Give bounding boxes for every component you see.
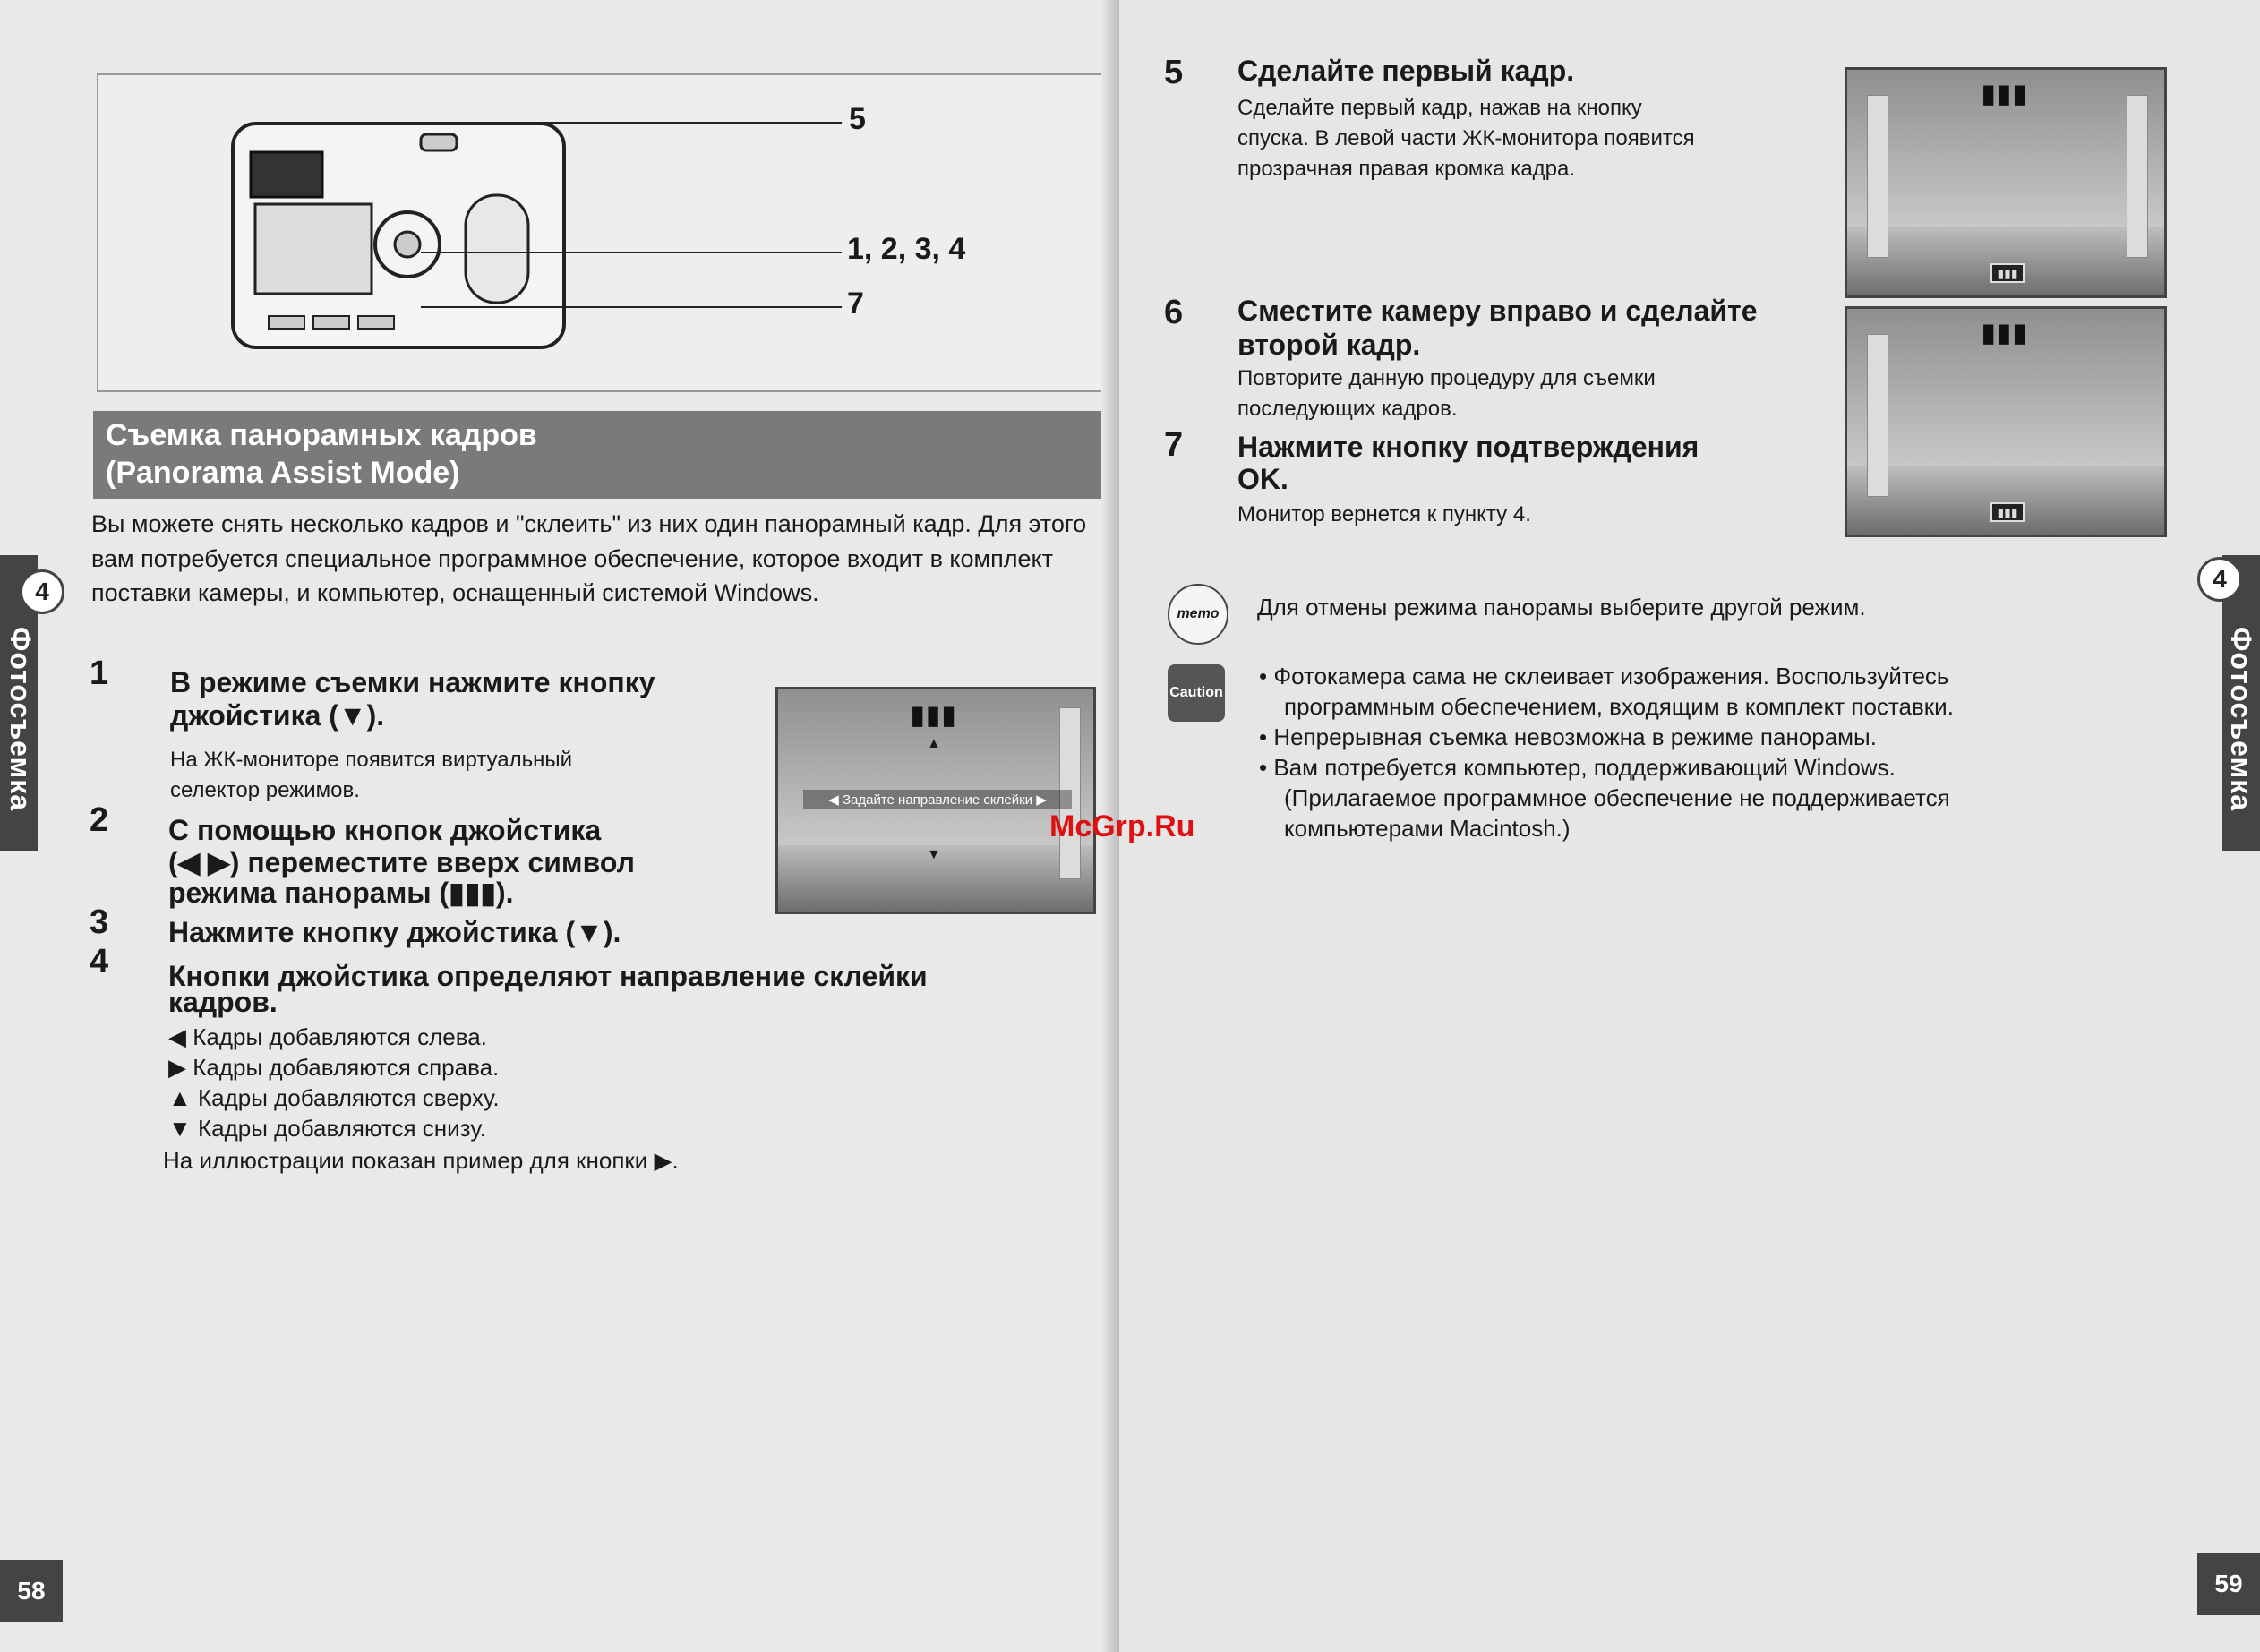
- step-title: (◀ ▶) переместите вверх символ: [168, 846, 635, 878]
- step-title: второй кадр.: [1237, 329, 1421, 361]
- lcd-preview-direction: [775, 687, 1096, 914]
- step-body: Монитор вернется к пункту 4.: [1237, 502, 1531, 526]
- step-title: Нажмите кнопку подтверждения: [1237, 431, 1699, 463]
- lcd-second-frame: [1845, 306, 2167, 537]
- direction-item: ▶ Кадры добавляются справа.: [168, 1054, 500, 1081]
- step-body: последующих кадров.: [1237, 397, 1458, 421]
- panorama-mode-icon: ▮▮▮: [1982, 80, 2029, 107]
- step-number: 3: [90, 903, 109, 941]
- memo-text: Для отмены режима панорамы выберите другой режим.: [1257, 594, 1866, 621]
- step-title: режима панорамы (▮▮▮).: [168, 877, 514, 909]
- arrow-up-icon: ▲: [927, 736, 941, 751]
- page-number: 59: [2197, 1553, 2260, 1615]
- illustration-note: На иллюстрации показан пример для кнопки ▶.: [163, 1147, 679, 1174]
- step-body: На ЖК-мониторе появится виртуальный: [170, 748, 573, 772]
- callout-line-ok: [421, 306, 842, 308]
- battery-icon: ▮▮▮: [1990, 502, 2025, 522]
- watermark: McGrp.Ru: [1049, 809, 1195, 843]
- caution-item: программным обеспечением, входящим в комплект поставки.: [1284, 693, 1954, 720]
- caution-item: • Фотокамера сама не склеивает изображения. Воспользуйтесь: [1259, 663, 1949, 689]
- step-number: 4: [90, 943, 109, 980]
- section-title: Съемка панорамных кадров: [106, 418, 537, 452]
- callout-shutter: 5: [849, 102, 866, 136]
- panorama-mode-icon: ▮▮▮: [1982, 319, 2029, 347]
- step-title: С помощью кнопок джойстика: [168, 814, 602, 846]
- step-number: 6: [1164, 294, 1184, 331]
- chapter-number-badge: 4: [20, 569, 64, 614]
- caution-item: • Вам потребуется компьютер, поддерживающий Windows.: [1259, 754, 1896, 781]
- page-number: 58: [0, 1560, 63, 1622]
- direction-item: ◀ Кадры добавляются слева.: [168, 1023, 487, 1050]
- step-body: прозрачная правая кромка кадра.: [1237, 157, 1576, 181]
- chapter-label: Фотосъемка: [2225, 627, 2257, 811]
- memo-icon: memo: [1168, 584, 1228, 645]
- step-title: Сместите камеру вправо и сделайте: [1237, 295, 1758, 327]
- step-title: джойстика (▼).: [170, 699, 385, 732]
- lcd-first-frame: [1845, 67, 2167, 298]
- battery-icon: ▮▮▮: [1990, 263, 2025, 283]
- step-title: кадров.: [168, 986, 278, 1018]
- step-body: спуска. В левой части ЖК-монитора появится: [1237, 126, 1695, 150]
- caution-item: компьютерами Macintosh.): [1284, 815, 1571, 842]
- caution-item: • Непрерывная съемка невозможна в режиме панорамы.: [1259, 723, 1877, 750]
- lcd-ground: [1847, 227, 2164, 295]
- callout-joystick: 1, 2, 3, 4: [847, 232, 966, 266]
- intro-paragraph: Вы можете снять несколько кадров и "склеить" из них один панорамный кадр. Для этого вам потребуется специальное программное обеспечение, которое входит в комплект поставки камеры, и компьютер, оснащенный системой Windows.: [91, 510, 1087, 606]
- callout-line-shutter: [501, 122, 842, 124]
- caution-icon: Caution: [1168, 664, 1225, 722]
- lcd-tower: [1867, 95, 1888, 258]
- step-body: Повторите данную процедуру для съемки: [1237, 366, 1656, 390]
- step-body: селектор режимов.: [170, 778, 360, 802]
- chapter-number-badge: 4: [2197, 557, 2242, 602]
- step-title: Нажмите кнопку джойстика (▼).: [168, 916, 621, 948]
- chapter-label: Фотосъемка: [4, 627, 37, 811]
- arrow-down-icon: ▼: [927, 847, 941, 862]
- section-subtitle: (Panorama Assist Mode): [106, 456, 460, 490]
- right-page: [1119, 0, 2260, 1652]
- lcd-tower: [2127, 95, 2148, 258]
- step-number: 1: [90, 655, 109, 692]
- panorama-mode-icon: ▮▮▮: [911, 701, 958, 729]
- callout-ok: 7: [847, 287, 864, 321]
- direction-item: ▼ Кадры добавляются снизу.: [168, 1115, 486, 1142]
- lcd-tower: [1867, 334, 1888, 497]
- step-title: Сделайте первый кадр.: [1237, 55, 1575, 87]
- step-number: 2: [90, 801, 109, 839]
- step-title: В режиме съемки нажмите кнопку: [170, 666, 655, 698]
- step-title: OK.: [1237, 463, 1288, 495]
- callout-line-joystick: [421, 252, 842, 253]
- lcd-ground: [1847, 466, 2164, 535]
- section-title-bar: [93, 411, 1103, 499]
- left-page: [0, 0, 1119, 1652]
- step-title: Кнопки джойстика определяют направление склейки: [168, 960, 928, 992]
- step-body: Сделайте первый кадр, нажав на кнопку: [1237, 96, 1642, 120]
- camera-illustration: [116, 88, 618, 374]
- caution-item: (Прилагаемое программное обеспечение не поддерживается: [1284, 784, 1950, 811]
- direction-item: ▲ Кадры добавляются сверху.: [168, 1084, 500, 1111]
- step-number: 7: [1164, 426, 1184, 464]
- camera-diagram-box: [97, 73, 1109, 392]
- lcd-direction-prompt: ◀ Задайте направление склейки ▶: [803, 790, 1072, 809]
- step-number: 5: [1164, 54, 1184, 91]
